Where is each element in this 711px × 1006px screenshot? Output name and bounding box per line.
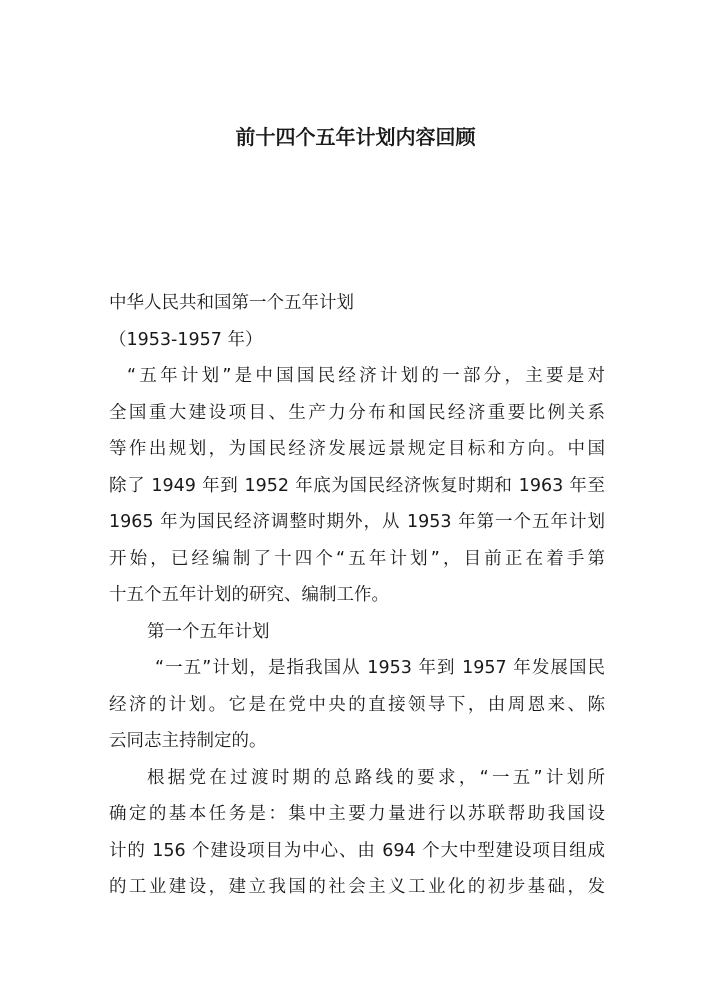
paragraph-line: 开始，已经编制了十四个“五年计划”，目前正在着手第 xyxy=(109,548,605,569)
document-title: 前十四个五年计划内容回顾 xyxy=(235,125,476,149)
paragraph-line: 十五个五年计划的研究、编制工作。 xyxy=(109,585,389,605)
paragraph-line: 云同志主持制定的。 xyxy=(109,731,267,751)
paragraph-line: 除了 1949 年到 1952 年底为国民经济恢复时期和 1963 年至 xyxy=(109,475,605,496)
paragraph-intro xyxy=(109,358,605,614)
section-heading: 中华人民共和国第一个五年计划 xyxy=(109,293,354,313)
paragraph-first-plan xyxy=(109,650,605,760)
paragraph-line: 计的 156 个建设项目为中心、由 694 个大中型建设项目组成 xyxy=(109,840,605,861)
paragraph-line: 确定的基本任务是：集中主要力量进行以苏联帮助我国设 xyxy=(109,804,605,824)
paragraph-tasks xyxy=(109,760,605,906)
paragraph-line: “五年计划”是中国国民经济计划的一部分，主要是对 xyxy=(127,366,605,386)
section-years: （1953-1957 年） xyxy=(109,329,263,350)
paragraph-line: 的工业建设，建立我国的社会主义工业化的初步基础，发 xyxy=(109,877,605,897)
paragraph-line: 经济的计划。它是在党中央的直接领导下，由周恩来、陈 xyxy=(109,694,605,715)
document-body xyxy=(109,285,605,906)
subheading: 第一个五年计划 xyxy=(147,621,270,642)
paragraph-line: 等作出规划，为国民经济发展远景规定目标和方向。中国 xyxy=(109,439,605,459)
paragraph-line: “一五”计划，是指我国从 1953 年到 1957 年发展国民 xyxy=(155,658,605,678)
paragraph-line: 根据党在过渡时期的总路线的要求，“一五”计划所 xyxy=(147,767,605,788)
paragraph-line: 1965 年为国民经济调整时期外，从 1953 年第一个五年计划 xyxy=(109,512,605,532)
paragraph-line: 全国重大建设项目、生产力分布和国民经济重要比例关系 xyxy=(109,402,605,423)
